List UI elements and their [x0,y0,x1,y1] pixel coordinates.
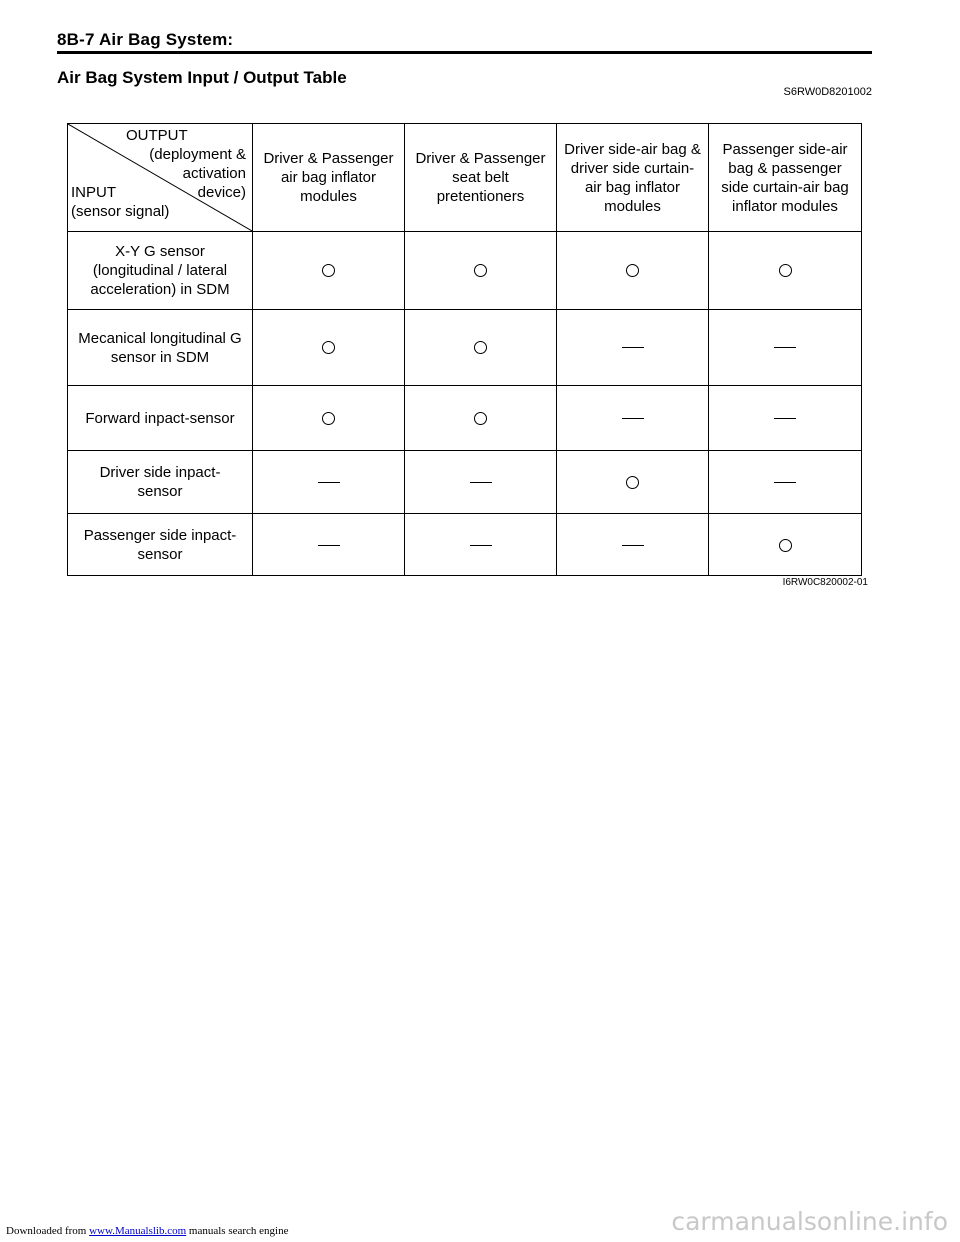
corner-input-line: (sensor signal) [71,203,170,220]
table-cell [253,451,404,513]
table-cell [557,232,708,309]
circle-mark [322,264,335,277]
column-header: Driver & Passenger air bag inflator modules [263,150,394,205]
table-cell [709,232,861,309]
row-label: Driver side inpact-sensor [99,464,221,500]
io-table [67,123,862,576]
table-cell [405,451,556,513]
circle-mark [474,264,487,277]
dash-mark [470,482,492,483]
circle-mark [779,264,792,277]
table-cell [405,310,556,385]
table-cell [253,386,404,450]
table-cell [253,514,404,576]
footer-link[interactable]: www.Manualslib.com [89,1225,187,1237]
column-header: Driver & Passenger seat belt pretentioners [415,150,546,205]
dash-mark [470,545,492,546]
page-header: 8B-7 Air Bag System: [57,30,234,49]
table-cell [557,514,708,576]
table-cell [557,310,708,385]
footer-prefix: Downloaded from [6,1225,90,1237]
dash-mark [622,418,644,419]
table-cell [253,232,404,309]
circle-mark [474,412,487,425]
column-header: Passenger side-air bag & passenger side curtain-air bag inflator modules [721,140,849,215]
corner-input-line: INPUT [71,184,116,201]
corner-output-line: (deployment & [149,146,246,163]
table-cell [709,386,861,450]
section-title: Air Bag System Input / Output Table [57,68,347,87]
dash-mark [318,545,340,546]
dash-mark [774,482,796,483]
corner-output-line: activation [182,165,246,182]
dash-mark [622,545,644,546]
circle-mark [322,341,335,354]
corner-input-label [71,183,169,221]
circle-mark [779,539,792,552]
column-header: Driver side-air bag & driver side curtain-air bag inflator modules [564,140,701,215]
header-rule [57,51,872,54]
row-label: X-Y G sensor (longitudinal / lateral acceleration) in SDM [90,243,230,298]
dash-mark [774,418,796,419]
circle-mark [626,264,639,277]
table-cell [405,386,556,450]
dash-mark [774,347,796,348]
table-cell [557,386,708,450]
table-cell [405,514,556,576]
row-label: Mecanical longitudinal G sensor in SDM [78,329,242,366]
footer [6,1225,288,1237]
dash-mark [318,482,340,483]
table-cell [557,451,708,513]
circle-mark [626,476,639,489]
corner-output-line: device) [197,184,246,201]
row-label: Passenger side inpact-sensor [83,527,237,563]
table-cell [709,310,861,385]
corner-output-label: OUTPUT [126,127,188,144]
footer-suffix: manuals search engine [186,1225,289,1237]
corner-cell [68,124,252,231]
table-cell [405,232,556,309]
table-cell [253,310,404,385]
figure-code: I6RW0C820002-01 [782,577,868,588]
circle-mark [322,412,335,425]
circle-mark [474,341,487,354]
watermark: carmanualsonline.info [671,1207,948,1236]
table-cell [709,514,861,576]
row-label: Forward inpact-sensor [85,409,235,427]
dash-mark [622,347,644,348]
table-cell [709,451,861,513]
section-code: S6RW0D8201002 [783,86,872,98]
